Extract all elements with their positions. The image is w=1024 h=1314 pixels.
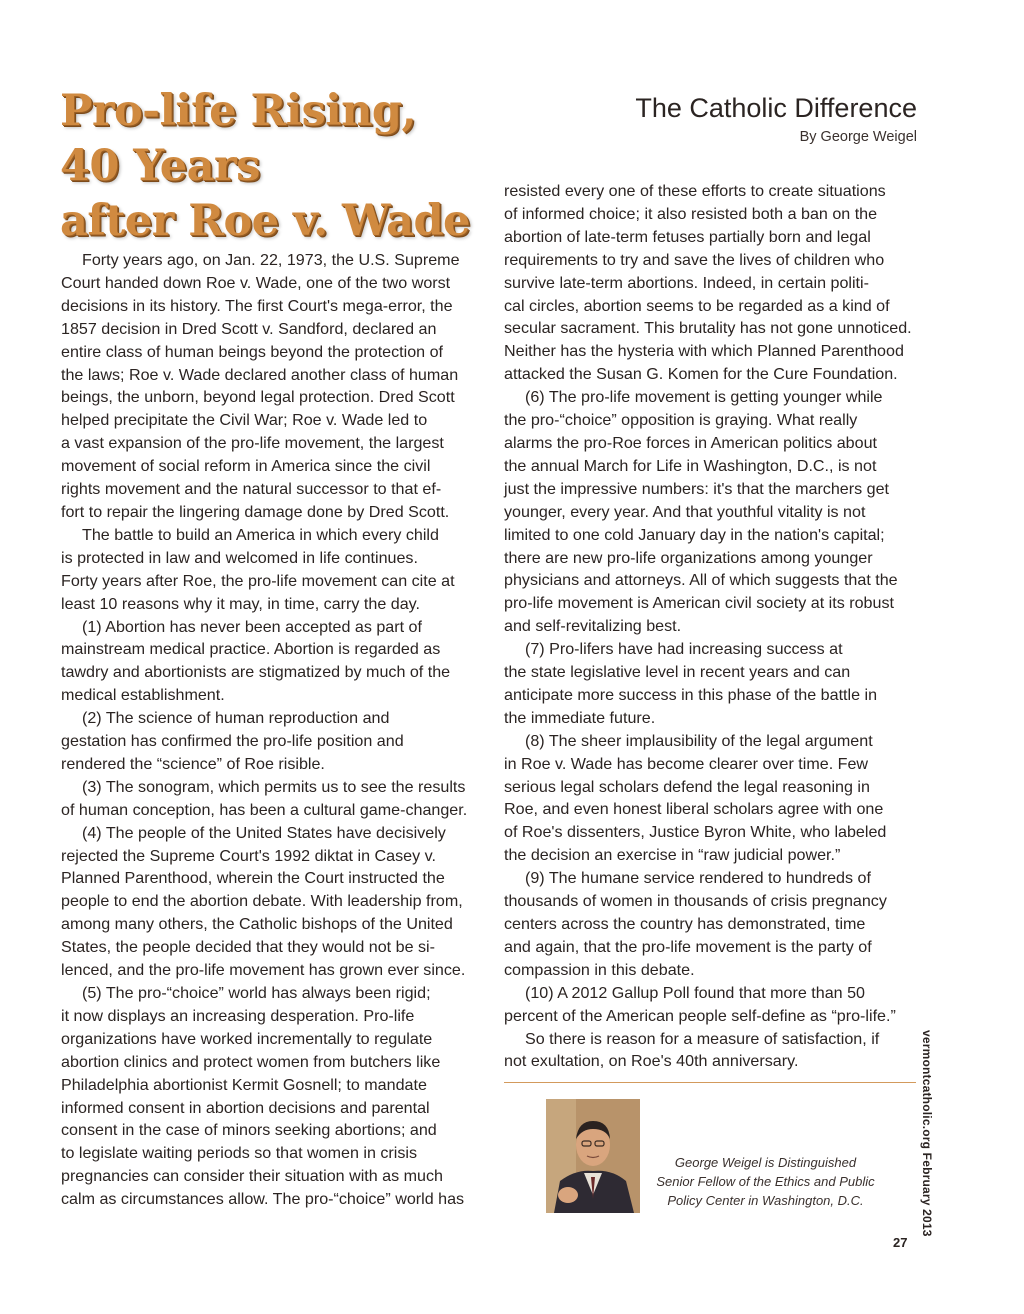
paragraph: So there is reason for a measure of satisfaction, if not exultation, on Roe's 40th anniversary. (504, 1029, 880, 1071)
divider-rule (504, 1082, 916, 1083)
paragraph: (5) The pro-“choice” world has always been rigid; it now displays an increasing desperation. Pro-life organizations have worked incrementally to regulate abortion clinics and protect women from butchers like Philadelphia abortionist Kermit Gosnell; to mandate informed consent in abortion decisions and parental consent in the case of minors seeking abortions; and to legislate waiting periods so that women in crisis pregnancies can consider their situation with as much calm as circumstances allow. The pro-“choice” world has (61, 984, 465, 1209)
sidebar-folio (920, 1030, 950, 1237)
headline-line-1: Pro-life Rising, (60, 86, 416, 136)
article-headline (60, 84, 480, 249)
paragraph: (4) The people of the United States have decisively rejected the Supreme Court's 1992 diktat in Casey v. Planned Parenthood, wherein the Court instructed the people to end the abortion debate. With leadership from, among many others, the Catholic bishops of the United States, the people decided that they would not be si- lenced, and the pro-life movement has grown ever since. (61, 823, 466, 980)
paragraph: (3) The sonogram, which permits us to see the results of human conception, has been a cultural game-changer. (61, 777, 468, 819)
author-caption: George Weigel is Distinguished Senior Fellow of the Ethics and Public Policy Center in Washington, D.C. (656, 1155, 875, 1208)
paragraph: (9) The humane service rendered to hundreds of thousands of women in thousands of crisis pregnancy centers across the country has demonstrated, time and again, that the pro-life movement is the party of compassion in this debate. (504, 869, 887, 979)
left-column (61, 249, 481, 1211)
headline-line-3: after Roe v. Wade (60, 196, 470, 246)
page-number: 27 (893, 1235, 908, 1250)
byline: By George Weigel (799, 129, 917, 145)
paragraph: (6) The pro-life movement is getting younger while the pro-“choice” opposition is graying. What really alarms the pro-Roe forces in American politics about the annual March for Life in Washington, D.C., is not just the impressive numbers: it's that the marchers get younger, every year. And that youthful vitality is not limited to one cold January day in the nation's capital; there are new pro-life organizations among younger physicians and attorneys. All of which suggests that the pro-life movement is American civil society at its robust and self-revitalizing best. (504, 388, 898, 636)
author-portrait-icon (546, 1099, 640, 1213)
paragraph: The battle to build an America in which every child is protected in law and welcomed in life continues. Forty years after Roe, the pro-life movement can cite at least 10 reasons why it may, in time, carry the day. (61, 525, 455, 613)
right-column (504, 180, 924, 1073)
folio-text: vermontcatholic.org February 2013 (920, 1030, 934, 1237)
paragraph: resisted every one of these efforts to create situations of informed choice; it also resisted both a ban on the abortion of late-term fetuses partially born and legal requirements to try and save the lives of children who survive late-term abortions. Indeed, in certain politi- cal circles, abortion seems to be regarded as a kind of secular sacrament. This brutality has not gone unnoticed. Neither has the hysteria with which Planned Parenthood attacked the Susan G. Komen for the Cure Foundation. (504, 182, 912, 384)
author-photo (546, 1099, 640, 1213)
paragraph: (7) Pro-lifers have had increasing success at the state legislative level in recent years and can anticipate more success in this phase of the battle in the immediate future. (504, 640, 878, 727)
column-title: The Catholic Difference (635, 93, 917, 123)
paragraph: (10) A 2012 Gallup Poll found that more than 50 percent of the American people self-define as “pro-life.” (504, 983, 896, 1025)
paragraph: (1) Abortion has never been accepted as part of mainstream medical practice. Abortion is regarded as tawdry and abortionists are stigmatized by much of the medical establishment. (61, 617, 451, 705)
paragraph: Forty years ago, on Jan. 22, 1973, the U.S. Supreme Court handed down Roe v. Wade, one of the two worst decisions in its history. The first Court's mega-error, the 1857 decision in Dred Scott v. Sandford, declared an entire class of human beings beyond the protection of the laws; Roe v. Wade declared another class of human beings, the unborn, beyond legal protection. Dred Scott helped precipitate the Civil War; Roe v. Wade led to a vast expansion of the pro-life movement, the largest movement of social reform in America since the civil rights movement and the natural successor to that ef- fort to repair the lingering damage done by Dred Scott. (61, 251, 460, 521)
headline-line-2: 40 Years (60, 141, 260, 191)
paragraph: (2) The science of human reproduction and gestation has confirmed the pro-life position and rendered the “science” of Roe risible. (61, 709, 404, 773)
paragraph: (8) The sheer implausibility of the legal argument in Roe v. Wade has become clearer over time. Few serious legal scholars defend the legal reasoning in Roe, and even honest liberal scholars agree with one of Roe's dissenters, Justice Byron White, who labeled the decision an exercise in “raw judicial power.” (504, 731, 887, 865)
